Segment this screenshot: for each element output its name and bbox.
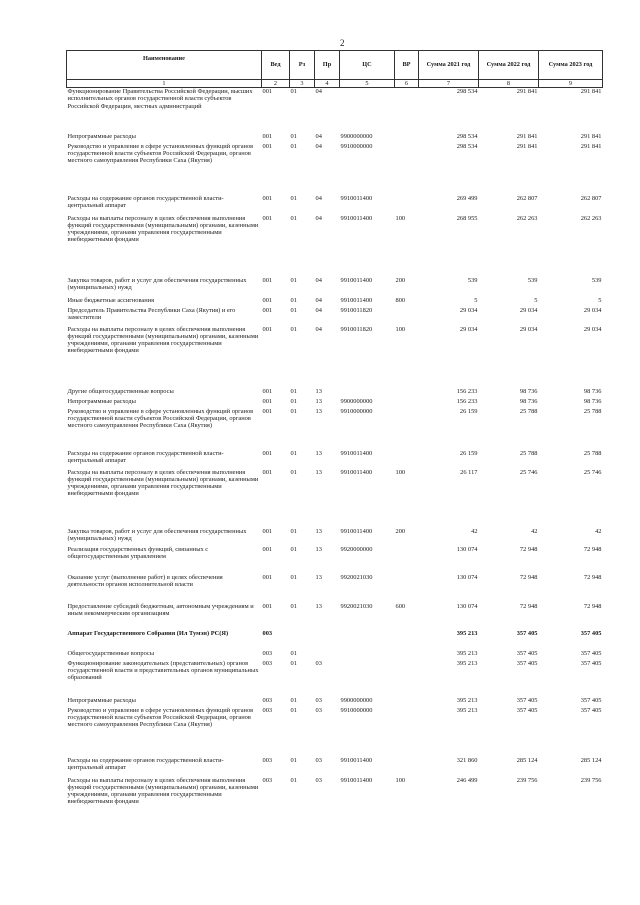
row-sum-2022: 239 756 [516,776,538,784]
row-pr: 03 [315,756,322,764]
row-pr: 04 [315,276,322,284]
row-vr [395,307,419,326]
row-ved: 001 [262,573,273,581]
row-pr: 03 [315,659,322,667]
page-number: 2 [340,38,345,48]
row-sum-2023: 291 841 [580,88,602,95]
row-sum-2022: 291 841 [516,88,538,95]
row-ved: 001 [262,449,273,457]
header-ved: Вед [262,51,290,80]
row-ved: 001 [262,545,273,553]
row-sum-2021: 29 034 [459,306,478,314]
row-sum-2021: 268 955 [456,214,478,222]
row-vr: 100 [395,468,406,476]
row-name: Руководство и управление в сфере установленных функций органов государственной власти субъектов Российской Федерации, органов местного самоуправления Республики Саха (Якутия) [67,142,254,165]
row-vr: 100 [395,325,406,333]
row-vr [395,697,419,707]
row-pr: 13 [315,407,322,415]
row-cs [340,388,395,398]
row-name: Функционирование законодательных (представительных) органов государственной власти и представительных органов муниципальных образований [67,659,259,682]
header-rz: Рз [290,51,315,80]
row-vr [395,650,419,660]
row-rz: 01 [290,756,297,764]
row-sum-2021: 130 074 [456,545,478,553]
row-name: Руководство и управление в сфере установленных функций органов государственной власти субъектов Российской Федерации, органов местного самоуправления Республики Саха (Якутия) [67,706,254,729]
row-sum-2022: 72 948 [519,545,538,553]
row-sum-2022: 72 948 [519,602,538,610]
row-cs: 9910011400 [340,776,373,784]
row-sum-2022: 98 736 [519,387,538,395]
row-ved: 001 [262,397,273,405]
row-sum-2022: 539 [527,276,538,284]
row-ved: 001 [262,468,273,476]
row-cs: 9900000000 [340,696,373,704]
table-row [67,546,603,574]
row-sum-2021: 395 213 [456,706,478,714]
row-sum-2021: 26 159 [459,407,478,415]
row-sum-2022: 262 807 [516,194,538,202]
row-rz: 01 [290,407,297,415]
table-row [67,215,603,277]
row-sum-2023: 29 034 [583,306,602,314]
row-sum-2021: 298 534 [456,142,478,150]
row-pr: 13 [315,545,322,553]
row-cs: 9910011400 [340,276,373,284]
row-name: Функционирование Правительства Российской Федерации, высших исполнительных органов государственной власти субъектов Российской Федерации, местных администраций [67,88,253,110]
row-pr [315,650,340,660]
row-sum-2022: 25 746 [519,468,538,476]
row-cs: 9910011400 [340,296,373,304]
row-sum-2022: 291 841 [516,132,538,140]
row-sum-2021: 130 074 [456,602,478,610]
row-rz: 01 [290,214,297,222]
row-sum-2021: 26 117 [460,468,478,476]
row-rz: 01 [290,573,297,581]
row-sum-2022: 357 405 [516,696,538,704]
row-pr: 04 [315,306,322,314]
row-pr: 13 [315,602,322,610]
row-sum-2023: 262 263 [580,214,602,222]
row-pr: 03 [315,776,322,784]
row-rz: 01 [290,276,297,284]
column-number: 2 [262,80,290,88]
row-name: Расходы на содержание органов государственной власти- центральный аппарат [67,194,224,209]
row-pr: 13 [315,527,322,535]
row-vr [395,143,419,195]
row-vr [395,408,419,450]
row-sum-2022: 98 736 [519,397,538,405]
table-row [67,650,603,660]
row-ved: 001 [262,602,273,610]
header-cs: ЦС [340,51,395,80]
table-row [67,143,603,195]
row-cs: 9910000000 [340,142,373,150]
row-pr: 03 [315,696,322,704]
row-vr: 100 [395,214,406,222]
row-name: Иные бюджетные ассигнования [67,296,155,304]
row-sum-2021: 395 213 [456,649,478,657]
row-pr: 13 [315,387,322,395]
row-sum-2022: 29 034 [519,325,538,333]
row-name: Непрограммные расходы [67,397,136,405]
table-row [67,297,603,307]
row-sum-2023: 291 841 [580,142,602,150]
row-rz: 01 [290,706,297,714]
row-sum-2023: 42 [595,527,602,535]
row-sum-2022: 25 788 [519,449,538,457]
row-cs: 9910011400 [340,527,373,535]
row-sum-2022: 5 [534,296,538,304]
row-sum-2021: 42 [471,527,478,535]
row-rz: 01 [290,449,297,457]
row-cs: 9910011400 [340,449,373,457]
row-rz: 01 [290,659,297,667]
row-cs: 9920021030 [340,573,373,581]
row-name: Другие общегосударственные вопросы [67,387,174,395]
row-ved: 001 [262,214,273,222]
row-name: Предоставление субсидий бюджетным, автономным учреждениям и иным некоммерческим организациям [67,602,254,617]
row-sum-2023: 357 405 [580,659,602,667]
row-sum-2022: 357 405 [516,659,538,667]
table-row [67,326,603,388]
row-sum-2023: 72 948 [583,545,602,553]
row-rz [290,630,315,650]
header-sum-2021: Сумма 2021 год [419,51,479,80]
row-vr [395,546,419,574]
table-header [67,51,603,88]
table-row [67,707,603,757]
row-cs: 9910011820 [340,306,373,314]
row-ved: 001 [262,407,273,415]
row-sum-2023: 25 788 [583,449,602,457]
row-vr [395,195,419,215]
row-ved: 003 [262,629,273,637]
row-vr [395,88,419,133]
row-rz: 01 [290,296,297,304]
row-sum-2022: 357 405 [516,629,538,637]
row-pr: 13 [315,449,322,457]
row-ved: 003 [262,706,273,714]
row-rz: 01 [290,602,297,610]
row-sum-2021: 156 233 [456,397,478,405]
row-sum-2022: 357 405 [516,706,538,714]
row-ved: 003 [262,756,273,764]
row-name: Расходы на выплаты персоналу в целях обеспечения выполнения функций государственными (муниципальными) органами, казенными учреждениями, органами управления государственными внебюджетными фондами [67,325,259,355]
row-vr [395,574,419,603]
row-sum-2023: 239 756 [580,776,602,784]
row-vr: 200 [395,527,406,535]
row-sum-2023: 262 807 [580,194,602,202]
row-sum-2021: 5 [474,296,478,304]
row-pr: 04 [315,132,322,140]
row-pr: 04 [315,88,322,95]
row-vr [395,707,419,757]
row-sum-2023: 5 [598,296,602,304]
row-sum-2021: 29 034 [459,325,478,333]
column-number: 4 [315,80,340,88]
table-row [67,528,603,546]
row-vr [395,388,419,398]
table-row [67,660,603,697]
row-ved: 003 [262,649,273,657]
row-cs [340,660,395,697]
row-sum-2021: 539 [467,276,478,284]
table-row [67,574,603,603]
row-pr: 04 [315,214,322,222]
table-row [67,697,603,707]
row-rz: 01 [290,776,297,784]
row-cs: 9920021030 [340,602,373,610]
column-number: 6 [395,80,419,88]
row-ved: 001 [262,142,273,150]
row-pr [315,630,340,650]
row-rz: 01 [290,545,297,553]
row-sum-2023: 357 405 [580,649,602,657]
column-number: 8 [479,80,539,88]
row-sum-2023: 72 948 [583,573,602,581]
row-name: Оказание услуг (выполнение работ) в целях обеспечения деятельности органов исполнительной власти [67,573,223,588]
row-ved: 003 [262,696,273,704]
row-cs [340,650,395,660]
row-sum-2023: 357 405 [580,629,602,637]
header-name: Наименование [67,51,262,80]
header-vr: ВР [395,51,419,80]
row-sum-2023: 291 841 [580,132,602,140]
row-name: Расходы на содержание органов государственной власти- центральный аппарат [67,449,224,464]
row-vr [395,660,419,697]
row-vr [395,133,419,143]
row-sum-2021: 26 159 [459,449,478,457]
row-rz: 01 [290,132,297,140]
row-ved: 001 [262,387,273,395]
row-rz: 01 [290,88,297,95]
row-sum-2022: 25 788 [519,407,538,415]
row-rz: 01 [290,142,297,150]
row-vr [395,450,419,469]
column-number: 5 [340,80,395,88]
row-pr: 04 [315,142,322,150]
row-sum-2023: 539 [591,276,602,284]
row-sum-2023: 357 405 [580,706,602,714]
row-sum-2022: 29 034 [519,306,538,314]
row-sum-2023: 25 746 [583,468,602,476]
table-body [67,88,603,827]
table-row [67,408,603,450]
row-cs: 9910011400 [340,194,373,202]
row-sum-2023: 285 124 [580,756,602,764]
table-row [67,307,603,326]
row-sum-2021: 395 213 [456,659,478,667]
row-rz: 01 [290,306,297,314]
row-pr: 03 [315,706,322,714]
row-sum-2023: 357 405 [580,696,602,704]
row-sum-2022: 285 124 [516,756,538,764]
row-sum-2021: 395 213 [456,629,478,637]
row-rz: 01 [290,527,297,535]
row-cs: 9910011400 [340,214,373,222]
table-row [67,398,603,408]
row-rz: 01 [290,397,297,405]
row-vr: 800 [395,296,406,304]
table-row [67,388,603,398]
row-sum-2023: 98 736 [583,387,602,395]
row-name: Расходы на выплаты персоналу в целях обеспечения выполнения функций государственными (муниципальными) органами, казенными учреждениями, органами управления государственными внебюджетными фондами [67,776,259,806]
row-rz: 01 [290,649,297,657]
row-sum-2021: 246 499 [456,776,478,784]
column-number-row [67,80,603,88]
row-ved: 001 [262,527,273,535]
header-pr: Пр [315,51,340,80]
row-cs: 9910011820 [340,325,373,333]
row-sum-2021: 269 499 [456,194,478,202]
column-number: 3 [290,80,315,88]
row-cs [340,630,395,650]
row-sum-2022: 42 [531,527,538,535]
row-rz: 01 [290,468,297,476]
table-row [67,195,603,215]
table-row [67,777,603,827]
table-row [67,630,603,650]
row-name: Расходы на выплаты персоналу в целях обеспечения выполнения функций государственными (муниципальными) органами, казенными учреждениями, органами управления государственными внебюджетными фондами [67,214,259,244]
row-sum-2021: 395 213 [456,696,478,704]
row-ved: 001 [262,132,273,140]
row-ved: 001 [262,306,273,314]
row-pr: 04 [315,296,322,304]
table-row [67,757,603,777]
column-number: 9 [539,80,603,88]
row-pr: 04 [315,194,322,202]
header-sum-2022: Сумма 2022 год [479,51,539,80]
row-name: Непрограммные расходы [67,696,136,704]
row-sum-2021: 298 534 [456,132,478,140]
row-sum-2023: 29 034 [583,325,602,333]
column-number: 7 [419,80,479,88]
row-ved: 001 [262,194,273,202]
row-name: Закупка товаров, работ и услуг для обеспечения государственных (муниципальных) нужд [67,276,247,291]
row-ved: 001 [262,88,273,95]
row-sum-2021: 298 534 [456,88,478,95]
row-vr [395,757,419,777]
row-ved: 001 [262,296,273,304]
row-vr [395,630,419,650]
row-name: Закупка товаров, работ и услуг для обеспечения государственных (муниципальных) нужд [67,527,247,542]
row-ved: 001 [262,325,273,333]
table-row [67,603,603,630]
row-vr: 200 [395,276,406,284]
row-sum-2023: 72 948 [583,602,602,610]
header-sum-2023: Сумма 2023 год [539,51,603,80]
row-sum-2021: 156 233 [456,387,478,395]
row-name: Аппарат Государственного Собрания (Ил Тумэн) РС(Я) [67,629,229,637]
table-row [67,88,603,133]
table-row [67,133,603,143]
row-name: Общегосударственные вопросы [67,649,155,657]
row-pr: 13 [315,468,322,476]
row-cs: 9900000000 [340,397,373,405]
row-cs: 9910000000 [340,407,373,415]
row-cs: 9900000000 [340,132,373,140]
row-cs: 9910000000 [340,706,373,714]
row-rz: 01 [290,194,297,202]
table-row [67,450,603,469]
row-rz: 01 [290,696,297,704]
row-ved: 003 [262,776,273,784]
row-sum-2021: 321 860 [456,756,478,764]
row-cs: 9920000000 [340,545,373,553]
row-vr: 600 [395,602,406,610]
table-row [67,469,603,528]
row-cs: 9910011400 [340,468,373,476]
row-ved: 001 [262,276,273,284]
table-row [67,277,603,297]
row-pr: 04 [315,325,322,333]
row-name: Непрограммные расходы [67,132,136,140]
row-sum-2022: 357 405 [516,649,538,657]
row-pr: 13 [315,397,322,405]
budget-table [66,50,603,827]
row-sum-2021: 130 074 [456,573,478,581]
row-sum-2022: 72 948 [519,573,538,581]
row-vr [395,398,419,408]
row-rz: 01 [290,387,297,395]
row-sum-2022: 291 841 [516,142,538,150]
row-name: Реализация государственных функций, связанных с общегосударственным управлением [67,545,209,560]
row-name: Председатель Правительства Республики Саха (Якутия) и его заместители [67,306,236,321]
row-cs: 9910011400 [340,756,373,764]
row-pr: 13 [315,573,322,581]
row-cs [340,88,395,133]
row-sum-2022: 262 263 [516,214,538,222]
row-rz: 01 [290,325,297,333]
column-number: 1 [67,80,262,88]
row-name: Расходы на выплаты персоналу в целях обеспечения выполнения функций государственными (муниципальными) органами, казенными учреждениями, органами управления государственными внебюджетными фондами [67,468,259,498]
row-sum-2023: 98 736 [583,397,602,405]
row-vr: 100 [395,776,406,784]
row-name: Расходы на содержание органов государственной власти- центральный аппарат [67,756,224,771]
row-name: Руководство и управление в сфере установленных функций органов государственной власти субъектов Российской Федерации, органов местного самоуправления Республики Саха (Якутия) [67,407,254,430]
row-ved: 003 [262,659,273,667]
row-sum-2023: 25 788 [583,407,602,415]
